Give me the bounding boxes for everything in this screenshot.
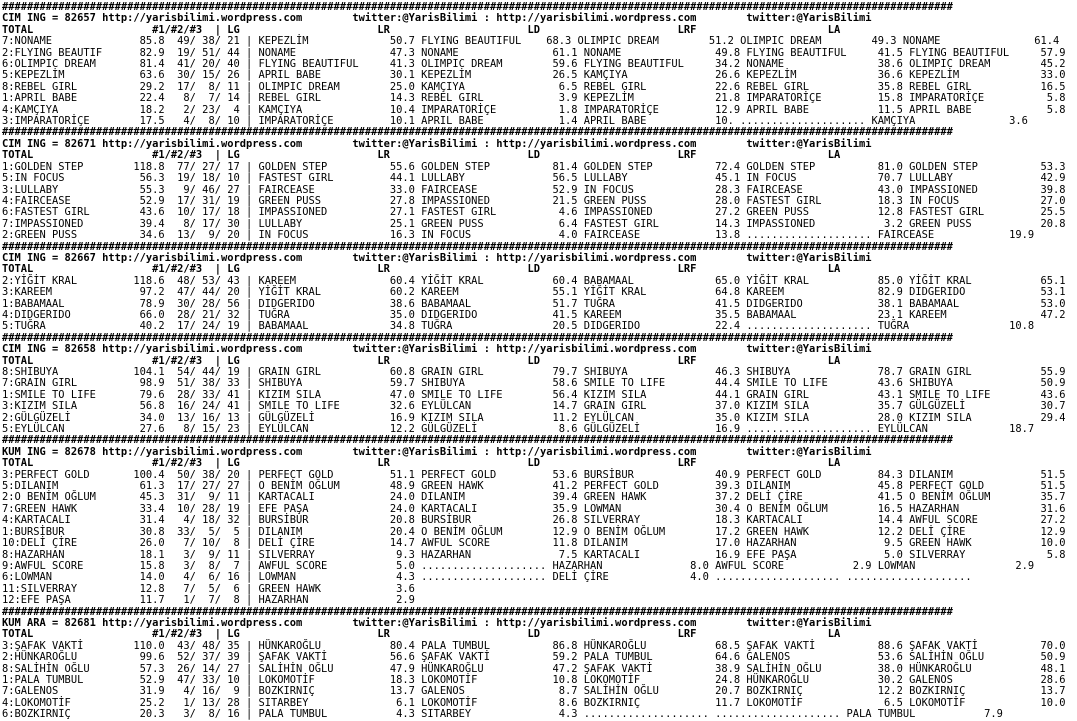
table-row: 9:AWFUL SCORE 15.8 3/ 8/ 7 | AWFUL SCORE 5.0 .................... HAZARHAN 8.0 AWFUL SCORE 2.9 LOWMAN 2.9 bbox=[2, 559, 1035, 572]
table-row: 4:KARTACALI 31.4 4/ 18/ 32 | BURSİBUR 20.8 BURSİBUR 26.8 SILVERRAY 18.3 KARTACALI 14.4 AWFUL SCORE 27.2 bbox=[2, 514, 1066, 527]
table-row: 3:LULLABY 55.3 9/ 46/ 27 | FAIRCEASE 33.0 FAIRCEASE 52.9 IN FOCUS 28.3 FAIRCEASE 43.0 IMPASSIONED 39.8 bbox=[2, 183, 1066, 196]
table-row: 2:O BENİM OĞLUM 45.3 31/ 9/ 11 | KARTACALI 24.0 DILANIM 39.4 GREEN HAWK 37.2 DELİ ÇİRE 41.5 O BENİM OĞLUM 35.7 bbox=[2, 491, 1066, 504]
table-row: 5:KEPEZLİM 63.6 30/ 15/ 26 | APRIL BABE 30.1 KEPEZLİM 26.5 KAMÇIYA 26.6 KEPEZLİM 36.6 KEPEZLİM 33.0 bbox=[2, 69, 1066, 82]
table-row: 7:GREEN HAWK 33.4 10/ 28/ 19 | EFE PAŞA 24.0 KARTACALI 35.9 LOWMAN 30.4 O BENİM OĞLUM 16.5 HAZARHAN 31.6 bbox=[2, 502, 1066, 515]
separator-rule: ######################################################################################################################################################## bbox=[2, 605, 953, 618]
table-row: 2:FLYING BEAUTIF 82.9 19/ 51/ 44 | NONAME 47.3 NONAME 61.1 NONAME 49.8 FLYING BEAUTIFUL 41.5 FLYING BEAUTIFUL 57.9 bbox=[2, 46, 1066, 59]
table-row: 2:GÜLGÜZELİ 34.0 13/ 16/ 13 | GÜLGÜZELİ 16.9 KIZIM SILA 11.2 EYLÜLCAN 35.0 KIZIM SILA 28.0 KIZIM SILA 29.4 bbox=[2, 411, 1066, 424]
column-header-row: TOTAL #1/#2/#3 | LG LR LD LRF LA bbox=[2, 354, 841, 367]
column-header-row: TOTAL #1/#2/#3 | LG LR LD LRF LA bbox=[2, 149, 841, 162]
table-row: 6:LOWMAN 14.0 4/ 6/ 16 | LOWMAN 4.3 .................... DELİ ÇİRE 4.0 .................... .................... bbox=[2, 571, 972, 584]
column-header-row: TOTAL #1/#2/#3 | LG LR LD LRF LA bbox=[2, 263, 841, 276]
block-header: CIM ING = 82667 http://yarisbilimi.wordpress.com twitter:@YarisBilimi : http://yarisbilimi.wordpress.com twitter:@YarisBilimi bbox=[2, 251, 872, 264]
table-row: 6:BOZKIRNIÇ 20.3 3/ 8/ 16 | PALA TUMBUL 4.3 SITARBEY 4.3 .................... .................... PALA TUMBUL 7.9 bbox=[2, 708, 1003, 721]
table-row: 3:KAREEM 97.2 47/ 44/ 20 | YİĞİT KRAL 60.2 KAREEM 55.1 YİĞİT KRAL 64.8 KAREEM 82.9 DIDGERIDO 53.1 bbox=[2, 286, 1066, 299]
table-row: 7:IMPASSIONED 39.4 8/ 17/ 30 | LULLABY 25.1 GREEN PUSS 6.4 FASTEST GIRL 14.3 IMPASSIONED 3.2 GREEN PUSS 20.8 bbox=[2, 217, 1066, 230]
table-row: 8:REBEL GIRL 29.2 17/ 8/ 11 | OLIMPIC DREAM 25.0 KAMÇIYA 6.5 REBEL GIRL 22.6 REBEL GIRL 35.8 REBEL GIRL 16.5 bbox=[2, 80, 1066, 93]
column-header-row: TOTAL #1/#2/#3 | LG LR LD LRF LA bbox=[2, 628, 841, 641]
table-row: 7:GRAIN GIRL 98.9 51/ 38/ 33 | SHIBUYA 59.7 SHIBUYA 58.6 SMILE TO LIFE 44.4 SMILE TO LIFE 43.6 SHIBUYA 50.9 bbox=[2, 377, 1066, 390]
table-row: 8:SALİHİN OĞLU 57.3 26/ 14/ 27 | SALİHİN OĞLU 47.9 HÜNKAROĞLU 47.2 ŞAFAK VAKTİ 38.9 SALİHİN OĞLU 38.0 HÜNKAROĞLU 48.1 bbox=[2, 662, 1066, 675]
table-row: 5:EYLÜLCAN 27.6 8/ 15/ 23 | EYLÜLCAN 12.2 GÜLGÜZELİ 8.6 GÜLGÜZELİ 16.9 .................... EYLÜLCAN 18.7 bbox=[2, 423, 1035, 436]
block-header: CIM ING = 82657 http://yarisbilimi.wordpress.com twitter:@YarisBilimi : http://yarisbilimi.wordpress.com twitter:@YarisBilimi bbox=[2, 12, 872, 25]
table-row: 12:EFE PAŞA 11.7 1/ 7/ 8 | HAZARHAN 2.9 bbox=[2, 594, 415, 607]
table-row: 2:GREEN PUSS 34.6 13/ 9/ 20 | IN FOCUS 16.3 IN FOCUS 4.0 FAIRCEASE 13.8 .................... FAIRCEASE 19.9 bbox=[2, 229, 1035, 242]
table-row: 7:NONAME 85.8 49/ 38/ 21 | KEPEZLİM 50.7 FLYING BEAUTIFUL 68.3 OLIMPIC DREAM 51.2 OLIMPIC DREAM 49.3 NONAME 61.4 bbox=[2, 35, 1060, 48]
table-row: 2:YİĞİT KRAL 118.6 48/ 53/ 43 | KAREEM 60.4 YİĞİT KRAL 60.4 BABAMAAL 65.0 YİĞİT KRAL 85.0 YİĞİT KRAL 65.1 bbox=[2, 274, 1066, 287]
table-row: 4:DIDGERIDO 66.0 28/ 21/ 32 | TUĞRA 35.0 DIDGERIDO 41.5 KAREEM 35.5 BABAMAAL 23.1 KAREEM 47.2 bbox=[2, 308, 1066, 321]
column-header-row: TOTAL #1/#2/#3 | LG LR LD LRF LA bbox=[2, 23, 841, 36]
block-header: KUM ING = 82678 http://yarisbilimi.wordpress.com twitter:@YarisBilimi : http://yarisbilimi.wordpress.com twitter:@YarisBilimi bbox=[2, 445, 872, 458]
table-row: 5:DILANIM 61.3 17/ 27/ 27 | O BENİM OĞLUM 48.9 GREEN HAWK 41.2 PERFECT GOLD 39.3 DILANIM 45.8 PERFECT GOLD 51.5 bbox=[2, 480, 1066, 493]
table-row: 1:BABAMAAL 78.9 30/ 28/ 56 | DIDGERIDO 38.6 BABAMAAL 51.7 TUĞRA 41.5 DIDGERIDO 38.1 BABAMAAL 53.0 bbox=[2, 297, 1066, 310]
table-row: 5:IN FOCUS 56.3 19/ 18/ 10 | FASTEST GIRL 44.1 LULLABY 56.5 LULLABY 45.1 IN FOCUS 70.7 LULLABY 42.9 bbox=[2, 172, 1066, 185]
table-row: 11:SILVERRAY 12.8 7/ 5/ 6 | GREEN HAWK 3.6 bbox=[2, 582, 415, 595]
table-row: 1:SMILE TO LIFE 79.6 28/ 33/ 41 | KIZIM SILA 47.0 SMILE TO LIFE 56.4 KIZIM SILA 44.1 GRAIN GIRL 43.1 SMILE TO LIFE 43.6 bbox=[2, 388, 1066, 401]
table-row: 3:KIZIM SILA 56.8 16/ 24/ 41 | SMILE TO LIFE 32.6 EYLÜLCAN 14.7 GRAIN GIRL 37.0 KIZIM SILA 35.7 GÜLGÜZELİ 30.7 bbox=[2, 400, 1066, 413]
separator-rule: ######################################################################################################################################################## bbox=[2, 240, 953, 253]
table-row: 10:DELİ ÇİRE 26.0 7/ 10/ 8 | DELİ ÇİRE 14.7 AWFUL SCORE 11.8 DILANIM 17.0 HAZARHAN 9.5 GREEN HAWK 10.0 bbox=[2, 537, 1066, 550]
table-row: 4:KAMÇIYA 18.2 2/ 23/ 4 | KAMÇIYA 10.4 IMPARATORİÇE 1.8 IMPARATORİÇE 12.9 APRIL BABE 11.5 APRIL BABE 5.8 bbox=[2, 103, 1066, 116]
table-row: 1:PALA TUMBUL 52.9 47/ 33/ 10 | LOKOMOTİF 18.3 LOKOMOTİF 10.8 LOKOMOTİF 24.8 HÜNKAROĞLU 30.2 GALENOS 28.6 bbox=[2, 673, 1066, 686]
table-row: 2:HÜNKAROĞLU 99.6 52/ 37/ 39 | ŞAFAK VAKTİ 56.6 ŞAFAK VAKTİ 59.2 PALA TUMBUL 64.6 GALENOS 53.6 SALİHİN OĞLU 50.9 bbox=[2, 651, 1066, 664]
separator-rule: ######################################################################################################################################################## bbox=[2, 434, 953, 447]
table-row: 8:SHIBUYA 104.1 54/ 44/ 19 | GRAIN GIRL 60.8 GRAIN GIRL 79.7 SHIBUYA 46.3 SHIBUYA 78.7 GRAIN GIRL 55.9 bbox=[2, 366, 1066, 378]
column-header-row: TOTAL #1/#2/#3 | LG LR LD LRF LA bbox=[2, 457, 841, 470]
block-header: CIM ING = 82658 http://yarisbilimi.wordpress.com twitter:@YarisBilimi : http://yarisbilimi.wordpress.com twitter:@YarisBilimi bbox=[2, 343, 872, 356]
table-row: 1:APRIL BABE 22.4 8/ 7/ 14 | REBEL GIRL 14.3 REBEL GIRL 3.9 KEPEZLİM 21.8 IMPARATORİÇE 15.8 IMPARATORİÇE 5.8 bbox=[2, 92, 1066, 105]
table-row: 7:GALENOS 31.9 4/ 16/ 9 | BOZKIRNIÇ 13.7 GALENOS 8.7 SALİHİN OĞLU 20.7 BOZKIRNIÇ 12.2 BOZKIRNIÇ 13.7 bbox=[2, 685, 1066, 698]
table-row: 3:ŞAFAK VAKTİ 110.0 43/ 48/ 35 | HÜNKAROĞLU 80.4 PALA TUMBUL 86.8 HÜNKAROĞLU 68.5 ŞAFAK VAKTİ 88.6 ŞAFAK VAKTİ 70.0 bbox=[2, 639, 1066, 652]
block-header: CIM ING = 82671 http://yarisbilimi.wordpress.com twitter:@YarisBilimi : http://yarisbilimi.wordpress.com twitter:@YarisBilimi bbox=[2, 137, 872, 150]
block-header: KUM ARA = 82681 http://yarisbilimi.wordpress.com twitter:@YarisBilimi : http://yarisbilimi.wordpress.com twitter:@YarisBilimi bbox=[2, 616, 872, 629]
table-row: 1:GOLDEN STEP 118.8 77/ 27/ 17 | GOLDEN STEP 55.6 GOLDEN STEP 81.4 GOLDEN STEP 72.4 GOLDEN STEP 81.0 GOLDEN STEP 53.3 bbox=[2, 160, 1066, 173]
table-row: 5:TUĞRA 40.2 17/ 24/ 19 | BABAMAAL 34.8 TUĞRA 20.5 DIDGERIDO 22.4 .................... TUĞRA 10.8 bbox=[2, 320, 1035, 333]
table-row: 4:FAIRCEASE 52.9 17/ 31/ 19 | GREEN PUSS 27.8 IMPASSIONED 21.5 GREEN PUSS 28.0 FASTEST GIRL 18.3 IN FOCUS 27.0 bbox=[2, 194, 1066, 207]
table-row: 8:HAZARHAN 18.1 3/ 9/ 11 | SILVERRAY 9.3 HAZARHAN 7.5 KARTACALI 16.9 EFE PAŞA 5.0 SILVERRAY 5.8 bbox=[2, 548, 1066, 561]
table-row: 4:LOKOMOTİF 25.2 1/ 13/ 28 | SITARBEY 6.1 LOKOMOTİF 8.6 BOZKIRNIÇ 11.7 LOKOMOTİF 6.5 LOKOMOTİF 10.0 bbox=[2, 696, 1066, 709]
separator-rule: ######################################################################################################################################################## bbox=[2, 1, 953, 13]
table-row: 3:PERFECT GOLD 100.4 50/ 38/ 20 | PERFECT GOLD 51.1 PERFECT GOLD 53.6 BURSİBUR 40.9 PERFECT GOLD 84.3 DILANIM 51.5 bbox=[2, 468, 1066, 481]
table-row: 6:OLIMPIC DREAM 81.4 41/ 20/ 40 | FLYING BEAUTIFUL 41.3 OLIMPIC DREAM 59.6 FLYING BEAUTIFUL 34.2 NONAME 38.6 OLIMPIC DREAM 45.2 bbox=[2, 58, 1066, 71]
table-row: 1:BURSİBUR 30.8 33/ 5/ 5 | DILANIM 20.4 O BENİM OĞLUM 12.9 O BENİM OĞLUM 17.2 GREEN HAWK 12.2 DELİ ÇİRE 12.9 bbox=[2, 525, 1066, 538]
table-row: 6:FASTEST GIRL 43.6 10/ 17/ 18 | IMPASSIONED 27.1 FASTEST GIRL 4.6 IMPASSIONED 27.2 GREEN PUSS 12.8 FASTEST GIRL 25.5 bbox=[2, 206, 1066, 219]
separator-rule: ######################################################################################################################################################## bbox=[2, 126, 953, 139]
separator-rule: ######################################################################################################################################################## bbox=[2, 331, 953, 344]
table-row: 3:IMPARATORİÇE 17.5 4/ 8/ 10 | IMPARATORİÇE 10.1 APRIL BABE 1.4 APRIL BABE 10. .................... KAMÇIYA 3.6 bbox=[2, 115, 1028, 128]
